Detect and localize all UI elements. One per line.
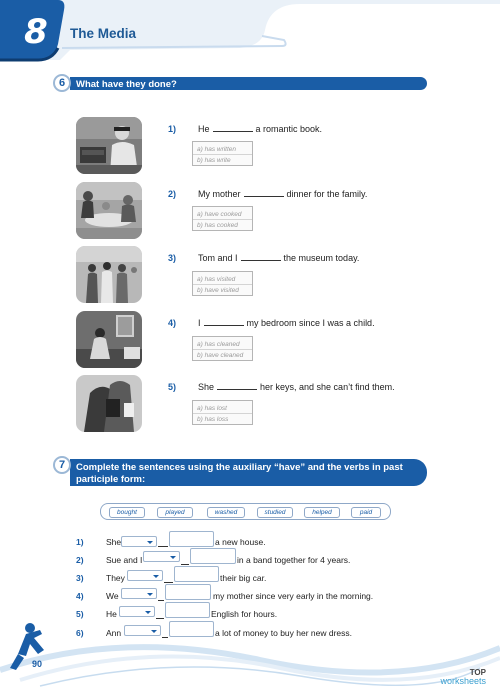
sentence-end: a lot of money to buy her new dress.: [215, 628, 353, 638]
question-sentence: [198, 189, 367, 199]
sentence-end: in a band together for 4 years.: [237, 555, 351, 565]
sentence-number: 3): [76, 573, 84, 583]
section7-number: 7: [53, 456, 71, 474]
option-a[interactable]: a) has written: [197, 146, 237, 153]
participle-input[interactable]: [169, 531, 214, 547]
word-bank: [100, 503, 391, 520]
option-divider: [193, 349, 252, 350]
answer-options: [192, 141, 253, 166]
word-chip[interactable]: studied: [257, 507, 293, 518]
answer-options: [192, 336, 253, 361]
option-divider: [193, 219, 252, 220]
participle-input[interactable]: [190, 548, 236, 564]
photo-lost-keys: [76, 375, 142, 432]
option-a[interactable]: a) has lost: [197, 405, 227, 412]
sentence-number: 1): [76, 537, 84, 547]
question-number: 3): [168, 253, 177, 263]
section6-number: 6: [53, 74, 71, 92]
sentence-start: Ann: [106, 628, 122, 638]
sentence-end: English for hours.: [211, 609, 278, 619]
answer-options: [192, 400, 253, 425]
word-chip[interactable]: bought: [109, 507, 145, 518]
answer-blank[interactable]: [213, 124, 253, 132]
sentence-start: I: [198, 318, 201, 328]
sentence-end: a new house.: [215, 537, 266, 547]
question-sentence: [198, 382, 395, 392]
sentence-end: her keys, and she can’t find them.: [260, 382, 395, 392]
question-number: 5): [168, 382, 177, 392]
answer-options: [192, 206, 253, 231]
underline: [164, 582, 173, 583]
sentence-end: my bedroom since I was a child.: [246, 318, 375, 328]
option-b[interactable]: b) has write: [197, 157, 231, 164]
section6-title: What have they done?: [76, 79, 177, 90]
auxiliary-dropdown[interactable]: [121, 536, 157, 547]
question-sentence: [198, 318, 375, 328]
sentence-start: She: [198, 382, 215, 392]
page-number: 90: [32, 659, 43, 669]
sentence-start: They: [106, 573, 125, 583]
brand-top: TOP: [469, 668, 486, 677]
underline: [158, 546, 168, 547]
word-chip[interactable]: washed: [207, 507, 245, 518]
option-a[interactable]: a) have cooked: [197, 211, 242, 218]
sentence-end: dinner for the family.: [286, 189, 368, 199]
photo-writer: [76, 117, 142, 174]
sentence-end: a romantic book.: [255, 124, 323, 134]
answer-blank[interactable]: [217, 382, 257, 390]
photo-bedroom: [76, 311, 142, 368]
sentence-start: Tom and I: [198, 253, 238, 263]
section7-title-line1: Complete the sentences using the auxiliary “have” and the verbs in past: [76, 462, 403, 473]
question-sentence: [198, 124, 322, 134]
sentence-end: their big car.: [220, 573, 267, 583]
participle-input[interactable]: [174, 566, 219, 582]
participle-input[interactable]: [165, 584, 211, 600]
option-divider: [193, 154, 252, 155]
sentence-end: my mother since very early in the morning.: [213, 591, 374, 601]
answer-blank[interactable]: [244, 189, 284, 197]
sentence-number: 6): [76, 628, 84, 638]
sentence-start: My mother: [198, 189, 241, 199]
option-b[interactable]: b) has loss: [197, 416, 229, 423]
answer-blank[interactable]: [241, 253, 281, 261]
chevron-down-icon: [147, 541, 153, 544]
answer-options: [192, 271, 253, 296]
photo-museum-visit: [76, 246, 142, 303]
chevron-down-icon: [153, 575, 159, 578]
footer-swoosh: [0, 610, 500, 692]
question-sentence: [198, 253, 359, 263]
option-b[interactable]: b) have visited: [197, 287, 239, 294]
answer-blank[interactable]: [204, 318, 244, 326]
option-divider: [193, 413, 252, 414]
chevron-down-icon: [147, 593, 153, 596]
underline: [158, 600, 164, 601]
auxiliary-dropdown[interactable]: [143, 551, 180, 562]
question-number: 1): [168, 124, 177, 134]
option-a[interactable]: a) has cleaned: [197, 341, 240, 348]
question-number: 4): [168, 318, 177, 328]
sentence-start: We: [106, 591, 119, 601]
sentence-start: He: [198, 124, 210, 134]
unit-number: 8: [24, 12, 48, 52]
brand-bottom: worksheets: [440, 676, 486, 686]
option-b[interactable]: b) has cooked: [197, 222, 238, 229]
option-a[interactable]: a) has visited: [197, 276, 236, 283]
sentence-start: She: [106, 537, 122, 547]
auxiliary-dropdown[interactable]: [127, 570, 163, 581]
underline: [181, 564, 189, 565]
sentence-number: 5): [76, 609, 84, 619]
section7-title-line2: participle form:: [76, 474, 146, 485]
unit-title: The Media: [70, 26, 137, 41]
chevron-down-icon: [170, 556, 176, 559]
auxiliary-dropdown[interactable]: [121, 588, 157, 599]
word-chip[interactable]: played: [157, 507, 193, 518]
sentence-number: 4): [76, 591, 84, 601]
sentence-start: He: [106, 609, 117, 619]
sentence-number: 2): [76, 555, 84, 565]
sentence-start: Sue and I: [106, 555, 143, 565]
photo-family-dinner: [76, 182, 142, 239]
word-chip[interactable]: helped: [304, 507, 340, 518]
option-divider: [193, 284, 252, 285]
brand-logo: [440, 668, 486, 686]
option-b[interactable]: b) have cleaned: [197, 352, 244, 359]
sentence-end: the museum today.: [283, 253, 360, 263]
question-number: 2): [168, 189, 177, 199]
word-chip[interactable]: paid: [351, 507, 381, 518]
